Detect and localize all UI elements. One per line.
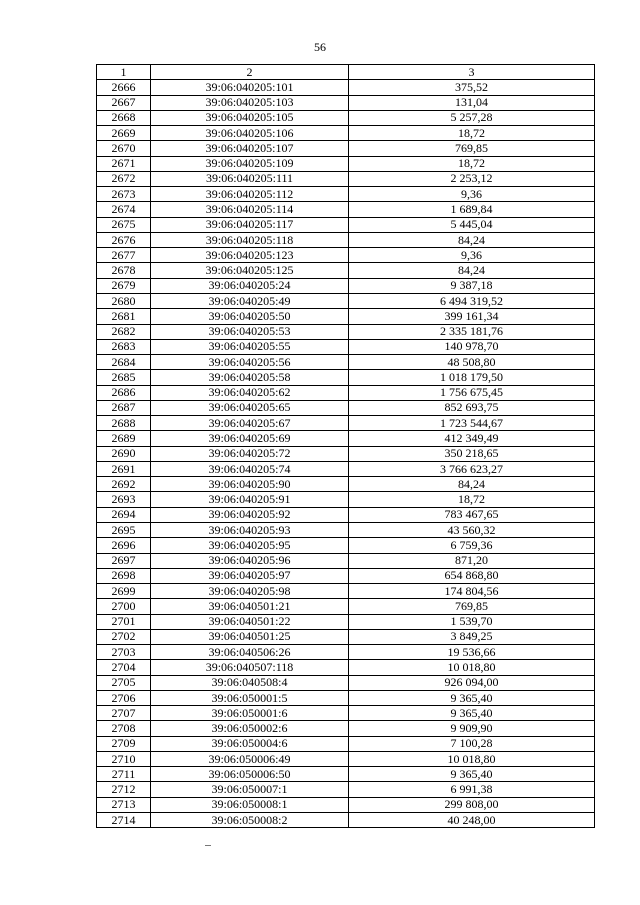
cadastral-number-cell: 39:06:040507:118 (151, 660, 349, 675)
cadastral-number-cell: 39:06:050007:1 (151, 782, 349, 797)
table-row (97, 675, 595, 690)
value-cell: 769,85 (349, 599, 595, 614)
table-row (97, 126, 595, 141)
cadastral-number-cell: 39:06:040205:112 (151, 187, 349, 202)
row-number-cell: 2667 (97, 95, 151, 110)
row-number-cell: 2691 (97, 461, 151, 476)
table-row (97, 385, 595, 400)
row-number-cell: 2683 (97, 339, 151, 354)
value-cell: 6 494 319,52 (349, 293, 595, 308)
cadastral-number-cell: 39:06:040205:125 (151, 263, 349, 278)
value-cell: 18,72 (349, 156, 595, 171)
cadastral-number-cell: 39:06:040205:72 (151, 446, 349, 461)
row-number-cell: 2669 (97, 126, 151, 141)
value-cell: 871,20 (349, 553, 595, 568)
value-cell: 769,85 (349, 141, 595, 156)
cadastral-number-cell: 39:06:040205:56 (151, 355, 349, 370)
table-row (97, 813, 595, 828)
row-number-cell: 2689 (97, 431, 151, 446)
table-row (97, 110, 595, 125)
value-cell: 3 766 623,27 (349, 461, 595, 476)
page-number: 56 (314, 40, 326, 54)
row-number-cell: 2697 (97, 553, 151, 568)
table-row (97, 629, 595, 644)
value-cell: 5 257,28 (349, 110, 595, 125)
table-row (97, 400, 595, 415)
value-cell: 40 248,00 (349, 813, 595, 828)
value-cell: 19 536,66 (349, 645, 595, 660)
cadastral-number-cell: 39:06:040205:114 (151, 202, 349, 217)
row-number-cell: 2693 (97, 492, 151, 507)
table-row (97, 492, 595, 507)
row-number-cell: 2695 (97, 522, 151, 537)
cadastral-value-table (96, 64, 595, 828)
table-row (97, 95, 595, 110)
cadastral-number-cell: 39:06:040205:98 (151, 584, 349, 599)
value-cell: 926 094,00 (349, 675, 595, 690)
cadastral-number-cell: 39:06:040205:55 (151, 339, 349, 354)
row-number-cell: 2703 (97, 645, 151, 660)
row-number-cell: 2700 (97, 599, 151, 614)
cadastral-number-cell: 39:06:050008:1 (151, 797, 349, 812)
row-number-cell: 2677 (97, 248, 151, 263)
table-row (97, 706, 595, 721)
row-number-cell: 2707 (97, 706, 151, 721)
value-cell: 783 467,65 (349, 507, 595, 522)
table-row (97, 553, 595, 568)
row-number-cell: 2687 (97, 400, 151, 415)
cadastral-number-cell: 39:06:040501:21 (151, 599, 349, 614)
row-number-cell: 2672 (97, 171, 151, 186)
table-row (97, 614, 595, 629)
value-cell: 1 723 544,67 (349, 416, 595, 431)
value-cell: 84,24 (349, 477, 595, 492)
value-cell: 1 018 179,50 (349, 370, 595, 385)
cadastral-number-cell: 39:06:040205:69 (151, 431, 349, 446)
table-row (97, 217, 595, 232)
cadastral-number-cell: 39:06:040205:90 (151, 477, 349, 492)
cadastral-number-cell: 39:06:040205:53 (151, 324, 349, 339)
value-cell: 6 759,36 (349, 538, 595, 553)
table-row (97, 416, 595, 431)
row-number-cell: 2708 (97, 721, 151, 736)
table-row (97, 156, 595, 171)
row-number-cell: 2678 (97, 263, 151, 278)
value-cell: 131,04 (349, 95, 595, 110)
cadastral-number-cell: 39:06:040205:62 (151, 385, 349, 400)
cadastral-number-cell: 39:06:040205:50 (151, 309, 349, 324)
row-number-cell: 2686 (97, 385, 151, 400)
column-header-number: 1 (97, 65, 151, 80)
table-row (97, 645, 595, 660)
value-cell: 3 849,25 (349, 629, 595, 644)
cadastral-number-cell: 39:06:050006:49 (151, 751, 349, 766)
row-number-cell: 2694 (97, 507, 151, 522)
table-row (97, 339, 595, 354)
value-cell: 2 335 181,76 (349, 324, 595, 339)
cadastral-number-cell: 39:06:040501:22 (151, 614, 349, 629)
row-number-cell: 2673 (97, 187, 151, 202)
value-cell: 9 365,40 (349, 706, 595, 721)
table-row (97, 477, 595, 492)
row-number-cell: 2712 (97, 782, 151, 797)
value-cell: 10 018,80 (349, 751, 595, 766)
cadastral-number-cell: 39:06:040205:101 (151, 80, 349, 95)
value-cell: 399 161,34 (349, 309, 595, 324)
row-number-cell: 2696 (97, 538, 151, 553)
column-header-cadastral-number: 2 (151, 65, 349, 80)
value-cell: 84,24 (349, 263, 595, 278)
value-cell: 9 909,90 (349, 721, 595, 736)
cadastral-number-cell: 39:06:040205:58 (151, 370, 349, 385)
table-row (97, 446, 595, 461)
table-row (97, 599, 595, 614)
cadastral-number-cell: 39:06:050001:5 (151, 690, 349, 705)
row-number-cell: 2674 (97, 202, 151, 217)
row-number-cell: 2706 (97, 690, 151, 705)
value-cell: 299 808,00 (349, 797, 595, 812)
row-number-cell: 2713 (97, 797, 151, 812)
row-number-cell: 2688 (97, 416, 151, 431)
row-number-cell: 2668 (97, 110, 151, 125)
table-row (97, 584, 595, 599)
value-cell: 9 365,40 (349, 690, 595, 705)
cadastral-number-cell: 39:06:040205:24 (151, 278, 349, 293)
cadastral-number-cell: 39:06:050008:2 (151, 813, 349, 828)
row-number-cell: 2671 (97, 156, 151, 171)
cadastral-number-cell: 39:06:040205:109 (151, 156, 349, 171)
table-row (97, 171, 595, 186)
table-row (97, 309, 595, 324)
row-number-cell: 2711 (97, 767, 151, 782)
table-row (97, 507, 595, 522)
value-cell: 1 689,84 (349, 202, 595, 217)
cadastral-number-cell: 39:06:050004:6 (151, 736, 349, 751)
cadastral-number-cell: 39:06:040205:123 (151, 248, 349, 263)
table-row (97, 660, 595, 675)
table-row (97, 187, 595, 202)
row-number-cell: 2666 (97, 80, 151, 95)
row-number-cell: 2681 (97, 309, 151, 324)
table-row (97, 355, 595, 370)
cadastral-number-cell: 39:06:040205:49 (151, 293, 349, 308)
cadastral-number-cell: 39:06:040205:106 (151, 126, 349, 141)
value-cell: 852 693,75 (349, 400, 595, 415)
value-cell: 1 539,70 (349, 614, 595, 629)
value-cell: 174 804,56 (349, 584, 595, 599)
table-row (97, 568, 595, 583)
table-row (97, 538, 595, 553)
value-cell: 84,24 (349, 232, 595, 247)
cadastral-number-cell: 39:06:040205:65 (151, 400, 349, 415)
row-number-cell: 2680 (97, 293, 151, 308)
header-row (97, 65, 595, 80)
value-cell: 18,72 (349, 126, 595, 141)
cadastral-number-cell: 39:06:040501:25 (151, 629, 349, 644)
cadastral-number-cell: 39:06:040205:97 (151, 568, 349, 583)
table-row (97, 202, 595, 217)
cadastral-number-cell: 39:06:040205:111 (151, 171, 349, 186)
table-row (97, 797, 595, 812)
value-cell: 48 508,80 (349, 355, 595, 370)
value-cell: 350 218,65 (349, 446, 595, 461)
cadastral-number-cell: 39:06:040205:107 (151, 141, 349, 156)
row-number-cell: 2692 (97, 477, 151, 492)
cadastral-number-cell: 39:06:050001:6 (151, 706, 349, 721)
table-row (97, 736, 595, 751)
table-row (97, 690, 595, 705)
value-cell: 18,72 (349, 492, 595, 507)
value-cell: 9,36 (349, 187, 595, 202)
row-number-cell: 2705 (97, 675, 151, 690)
row-number-cell: 2676 (97, 232, 151, 247)
value-cell: 7 100,28 (349, 736, 595, 751)
value-cell: 9 365,40 (349, 767, 595, 782)
cadastral-number-cell: 39:06:040205:95 (151, 538, 349, 553)
table-row (97, 522, 595, 537)
row-number-cell: 2704 (97, 660, 151, 675)
row-number-cell: 2698 (97, 568, 151, 583)
cadastral-number-cell: 39:06:040205:67 (151, 416, 349, 431)
cadastral-number-cell: 39:06:040205:105 (151, 110, 349, 125)
row-number-cell: 2679 (97, 278, 151, 293)
value-cell: 1 756 675,45 (349, 385, 595, 400)
table-row (97, 370, 595, 385)
cadastral-number-cell: 39:06:050002:6 (151, 721, 349, 736)
table-row (97, 721, 595, 736)
table-row (97, 248, 595, 263)
cadastral-number-cell: 39:06:040205:93 (151, 522, 349, 537)
table-row (97, 431, 595, 446)
row-number-cell: 2684 (97, 355, 151, 370)
cadastral-number-cell: 39:06:040506:26 (151, 645, 349, 660)
row-number-cell: 2710 (97, 751, 151, 766)
row-number-cell: 2675 (97, 217, 151, 232)
row-number-cell: 2682 (97, 324, 151, 339)
table-row (97, 324, 595, 339)
table-row (97, 293, 595, 308)
value-cell: 140 978,70 (349, 339, 595, 354)
value-cell: 2 253,12 (349, 171, 595, 186)
cadastral-number-cell: 39:06:040205:117 (151, 217, 349, 232)
row-number-cell: 2701 (97, 614, 151, 629)
table-row (97, 751, 595, 766)
value-cell: 654 868,80 (349, 568, 595, 583)
cadastral-number-cell: 39:06:040508:4 (151, 675, 349, 690)
value-cell: 10 018,80 (349, 660, 595, 675)
row-number-cell: 2690 (97, 446, 151, 461)
table-row (97, 782, 595, 797)
row-number-cell: 2702 (97, 629, 151, 644)
row-number-cell: 2670 (97, 141, 151, 156)
row-number-cell: 2685 (97, 370, 151, 385)
cadastral-number-cell: 39:06:040205:74 (151, 461, 349, 476)
table-row (97, 767, 595, 782)
cadastral-number-cell: 39:06:040205:96 (151, 553, 349, 568)
table-row (97, 461, 595, 476)
cadastral-number-cell: 39:06:040205:91 (151, 492, 349, 507)
table-row (97, 232, 595, 247)
cadastral-number-cell: 39:06:040205:92 (151, 507, 349, 522)
row-number-cell: 2714 (97, 813, 151, 828)
row-number-cell: 2699 (97, 584, 151, 599)
value-cell: 43 560,32 (349, 522, 595, 537)
value-cell: 9,36 (349, 248, 595, 263)
cadastral-number-cell: 39:06:040205:118 (151, 232, 349, 247)
value-cell: 412 349,49 (349, 431, 595, 446)
row-number-cell: 2709 (97, 736, 151, 751)
value-cell: 9 387,18 (349, 278, 595, 293)
table-row (97, 80, 595, 95)
table-body (97, 65, 595, 828)
cadastral-number-cell: 39:06:050006:50 (151, 767, 349, 782)
value-cell: 6 991,38 (349, 782, 595, 797)
cadastral-number-cell: 39:06:040205:103 (151, 95, 349, 110)
value-cell: 375,52 (349, 80, 595, 95)
table-row (97, 263, 595, 278)
table-row (97, 141, 595, 156)
column-header-value: 3 (349, 65, 595, 80)
table-row (97, 278, 595, 293)
scan-mark (205, 845, 211, 846)
value-cell: 5 445,04 (349, 217, 595, 232)
